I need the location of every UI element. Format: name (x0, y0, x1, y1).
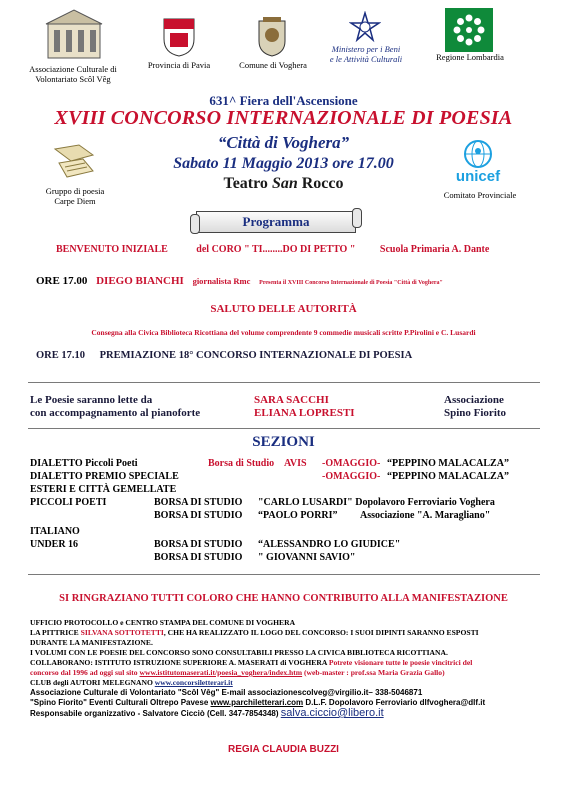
sezione-row: PICCOLI POETI BORSA DI STUDIO "CARLO LUSARDI" Dopolavoro Ferroviario Voghera (30, 497, 495, 508)
welcome-line: BENVENUTO INIZIALE del CORO " TI........DO DI PETTO " Scuola Primaria A. Dante (56, 244, 490, 255)
concorsi-link[interactable]: www.concorsiletterari.it (154, 678, 233, 687)
programma-banner (196, 211, 356, 233)
regia-line: REGIA CLAUDIA BUZZI (228, 744, 339, 755)
contest-title: XVIII CONCORSO INTERNAZIONALE DI POESIA (54, 107, 513, 129)
poems-reader-name: SARA SACCHI (254, 394, 329, 406)
carpe-caption: Gruppo di poesia Carpe Diem (45, 186, 105, 206)
poems-piano-label: con accompagnamento al pianoforte (30, 407, 201, 419)
poems-assoc-name: Spino Fiorito (444, 407, 507, 419)
programma-label: Programma (242, 214, 310, 229)
email-link[interactable]: salva.ciccio@libero.it (280, 707, 384, 719)
voghera-caption: Comune di Voghera (239, 60, 307, 70)
provincia-pavia-crest (160, 14, 198, 58)
host-line: ORE 17.00 DIEGO BIANCHI giornalista Rmc Presenta il XVIII Concorso Internazionale di Poesia "Città di Voghera" (36, 275, 443, 287)
programma-scroll-end (190, 214, 200, 234)
footer-line: DURANTE LA MANIFESTAZIONE. (30, 638, 153, 647)
comune-voghera-crest (255, 14, 289, 58)
sezione-row: DIALETTO PREMIO SPECIALE -OMAGGIO- “PEPPINO MALACALZA” (30, 471, 509, 482)
footer-block (30, 618, 540, 719)
regione-lombardia-logo (445, 8, 493, 52)
footer-line: "Spino Fiorito" Eventi Culturali Oltrepo Pavese www.parchiletterari.com D.L.F. Dopolavoro Ferroviario dlfvoghera@dlf.it (30, 698, 486, 707)
divider (28, 428, 540, 429)
poems-reader-label: Le Poesie saranno lette da (30, 394, 153, 406)
consegna-line: Consegna alla Civica Biblioteca Ricottiana del volume comprendente 9 commedie musicali scritte P.Pirolini e C. Lusardi (91, 328, 476, 337)
event-date: Sabato 11 Maggio 2013 ore 17.00 (173, 155, 394, 172)
unicef-logo (448, 138, 508, 186)
divider (28, 574, 540, 575)
saluto-line: SALUTO DELLE AUTORITÀ (210, 303, 357, 315)
unicef-caption: Comitato Provinciale (443, 190, 517, 200)
assoc-caption: Associazione Culturale di Volontariato Scôl Vêg (29, 64, 117, 84)
thanks-line: SI RINGRAZIANO TUTTI COLORO CHE HANNO CONTRIBUITO ALLA MANIFESTAZIONE (59, 593, 508, 604)
divider (28, 382, 540, 383)
parchi-link[interactable]: www.parchiletterari.com (210, 698, 304, 707)
sezione-row: DIALETTO Piccoli Poeti Borsa di Studio AVIS -OMAGGIO- “PEPPINO MALACALZA” (30, 458, 509, 469)
sezione-row: UNDER 16 BORSA DI STUDIO “ALESSANDRO LO GIUDICE" (30, 539, 401, 550)
fiera-line: 631^ Fiera dell'Ascensione (209, 93, 358, 108)
footer-line: concorso dal 1996 ad oggi sul sito www.istitutomaserati.it/poesia_voghera/index.htm (web-master : prof.ssa Maria Grazia Gallo) (30, 668, 445, 677)
maserati-link[interactable]: www.istitutomaserati.it/poesia_voghera/index.htm (139, 668, 303, 677)
sezioni-title: SEZIONI (252, 434, 315, 450)
event-venue: Teatro San Rocco (223, 175, 344, 192)
footer-line: CLUB degli AUTORI MELEGNANO www.concorsiletterari.it (30, 678, 233, 687)
city-subtitle: “Città di Voghera” (217, 133, 350, 152)
footer-line: UFFICIO PROTOCOLLO e CENTRO STAMPA DEL COMUNE DI VOGHERA (30, 618, 296, 627)
premiazione-line: ORE 17.10 PREMIAZIONE 18° CONCORSO INTERNAZIONALE DI POESIA (36, 350, 413, 361)
assoc-scol-veg-logo (40, 4, 108, 64)
unicef-wordmark: unicef (455, 168, 501, 185)
sezione-row: ITALIANO (30, 526, 80, 537)
footer-line: COLLABORANO: ISTITUTO ISTRUZIONE SUPERIORE A. MASERATI di VOGHERA Potrete visionare tutte le poesie vincitrici del (30, 658, 473, 667)
ministero-emblem (345, 10, 385, 44)
sezione-row: ESTERI E CITTÀ GEMELLATE (30, 484, 177, 495)
programma-scroll-end (352, 208, 362, 228)
poems-pianist-name: ELIANA LOPRESTI (254, 407, 355, 419)
pavia-caption: Provincia di Pavia (147, 60, 211, 70)
poems-assoc-label: Associazione (444, 394, 504, 406)
footer-line: Associazione Culturale di Volontariato "Scôl Vêg" E-mail associazionescolveg@virgilio.it– 338-5046871 (30, 688, 423, 697)
footer-line: I VOLUMI CON LE POESIE DEL CONCORSO SONO CONSULTABILI PRESSO LA CIVICA BIBLIOTECA RICOTTIANA. (30, 648, 448, 657)
footer-line: LA PITTRICE SILVANA SOTTOTETTI, CHE HA REALIZZATO IL LOGO DEL CONCORSO: I SUOI DIPINTI SARANNO ESPOSTI (30, 628, 479, 637)
footer-line: Responsabile organizzativo - Salvatore Cicciò (Cell. 347-7854348) salva.ciccio@libero.it (30, 707, 384, 719)
lombardia-caption: Regione Lombardia (436, 52, 504, 62)
ministero-caption: Ministero per i Beni e le Attività Culturali (329, 44, 403, 64)
